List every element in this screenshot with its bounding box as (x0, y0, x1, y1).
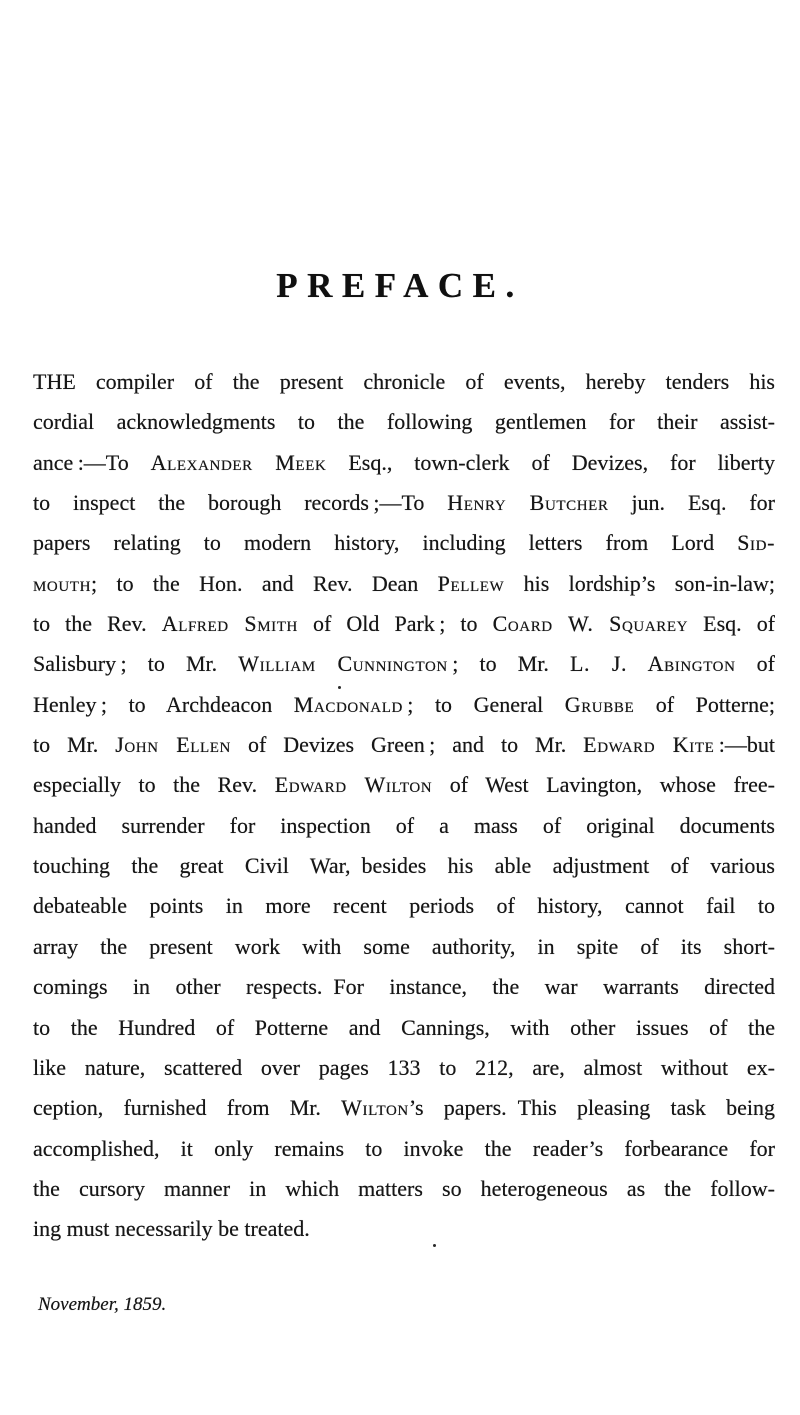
text-segment: ’s papers. This pleasing task being (408, 1095, 775, 1121)
text-segment: of West Lavington, whose free- (432, 772, 775, 798)
text-segment: ance :—To (33, 449, 151, 475)
text-line (33, 604, 775, 644)
text-line (33, 1129, 775, 1169)
text-segment: especially to the Rev. (33, 772, 275, 798)
small-caps-name: Henry Butcher (447, 490, 609, 516)
text-segment: ; to General (402, 691, 565, 717)
scan-speck (338, 686, 341, 689)
text-line (33, 1088, 775, 1128)
text-segment: ; to Mr. (447, 651, 571, 677)
text-segment: Esq. of (688, 611, 775, 637)
text-segment: of Old Park ; to (297, 611, 493, 637)
text-segment: :—but (714, 732, 775, 758)
text-line (33, 765, 775, 805)
text-segment: to inspect the borough records ;—To (33, 490, 448, 516)
text-line (33, 483, 775, 523)
text-segment: the cursory manner in which matters so heterogeneous as the follow- (33, 1175, 775, 1201)
text-line (33, 967, 775, 1007)
text-segment: touching the great Civil War, besides his able adjustment of various (33, 853, 775, 879)
text-segment: array the present work with some authority, in spite of its short- (33, 933, 775, 959)
text-segment: accomplished, it only remains to invoke the reader’s forbearance for (33, 1135, 775, 1161)
text-line (33, 806, 775, 846)
text-line (33, 523, 775, 563)
text-line (33, 644, 775, 684)
text-line (33, 402, 775, 442)
text-segment: to the Hundred of Potterne and Cannings, with other issues of the (33, 1014, 775, 1040)
page-title: PREFACE. (276, 266, 524, 305)
text-segment: to Mr. (33, 732, 116, 758)
text-line (33, 846, 775, 886)
small-caps-name: Grubbe (564, 691, 635, 717)
text-segment: cordial acknowledgments to the following gentlemen for their assist- (33, 409, 775, 435)
scan-speck (433, 1244, 436, 1247)
small-caps-name: Coard W. Squarey (492, 611, 689, 637)
text-segment: like nature, scattered over pages 133 to 212, are, almost without ex- (33, 1054, 775, 1080)
text-segment: to the Rev. (33, 611, 162, 637)
text-segment: papers relating to modern history, including letters from Lord (33, 530, 738, 556)
small-caps-name: John Ellen (115, 732, 231, 758)
small-caps-name: mouth (33, 570, 91, 596)
small-caps-name: William Cunnington (238, 651, 448, 677)
text-segment: THE compiler of the present chronicle of events, hereby tenders his (33, 369, 775, 394)
small-caps-name: L. J. Abington (570, 651, 736, 677)
text-segment: of Potterne; (634, 691, 775, 717)
text-segment: comings in other respects. For instance, the war warrants directed (33, 974, 775, 1000)
text-segment: of (735, 651, 775, 677)
text-segment: ; to the Hon. and Rev. Dean (91, 570, 438, 596)
small-caps-name: Edward Kite (583, 732, 715, 758)
text-line (33, 685, 775, 725)
text-line (33, 564, 775, 604)
text-line (33, 886, 775, 926)
text-segment: handed surrender for inspection of a mass of original documents (33, 812, 775, 838)
small-caps-name: Alexander Meek (150, 449, 327, 475)
small-caps-name: Wilton (341, 1095, 409, 1121)
text-line (33, 1169, 775, 1209)
small-caps-name: Macdonald (293, 691, 403, 717)
text-segment: debateable points in more recent periods of history, cannot fail to (33, 893, 775, 919)
text-segment: ception, furnished from Mr. (33, 1095, 342, 1121)
preface-text (33, 362, 775, 1250)
text-line (33, 725, 775, 765)
small-caps-name: Alfred Smith (161, 611, 298, 637)
text-segment: Henley ; to Archdeacon (33, 691, 294, 717)
text-segment: Esq., town-clerk of Devizes, for liberty (326, 449, 775, 475)
text-segment: of Devizes Green ; and to Mr. (230, 732, 584, 758)
small-caps-name: Pellew (437, 570, 505, 596)
text-line (33, 927, 775, 967)
small-caps-name: Sid- (737, 530, 775, 556)
text-line (33, 1209, 775, 1249)
date-line: November, 1859. (38, 1294, 167, 1315)
text-segment: Salisbury ; to Mr. (33, 651, 239, 677)
text-line (33, 1008, 775, 1048)
text-segment: ing must necessarily be treated. (33, 1216, 310, 1242)
text-segment: jun. Esq. for (608, 490, 775, 516)
text-line (33, 443, 775, 483)
small-caps-name: Edward Wilton (274, 772, 433, 798)
text-segment: his lordship’s son-in-law; (504, 570, 775, 596)
text-line (33, 1048, 775, 1088)
text-line (33, 362, 775, 402)
